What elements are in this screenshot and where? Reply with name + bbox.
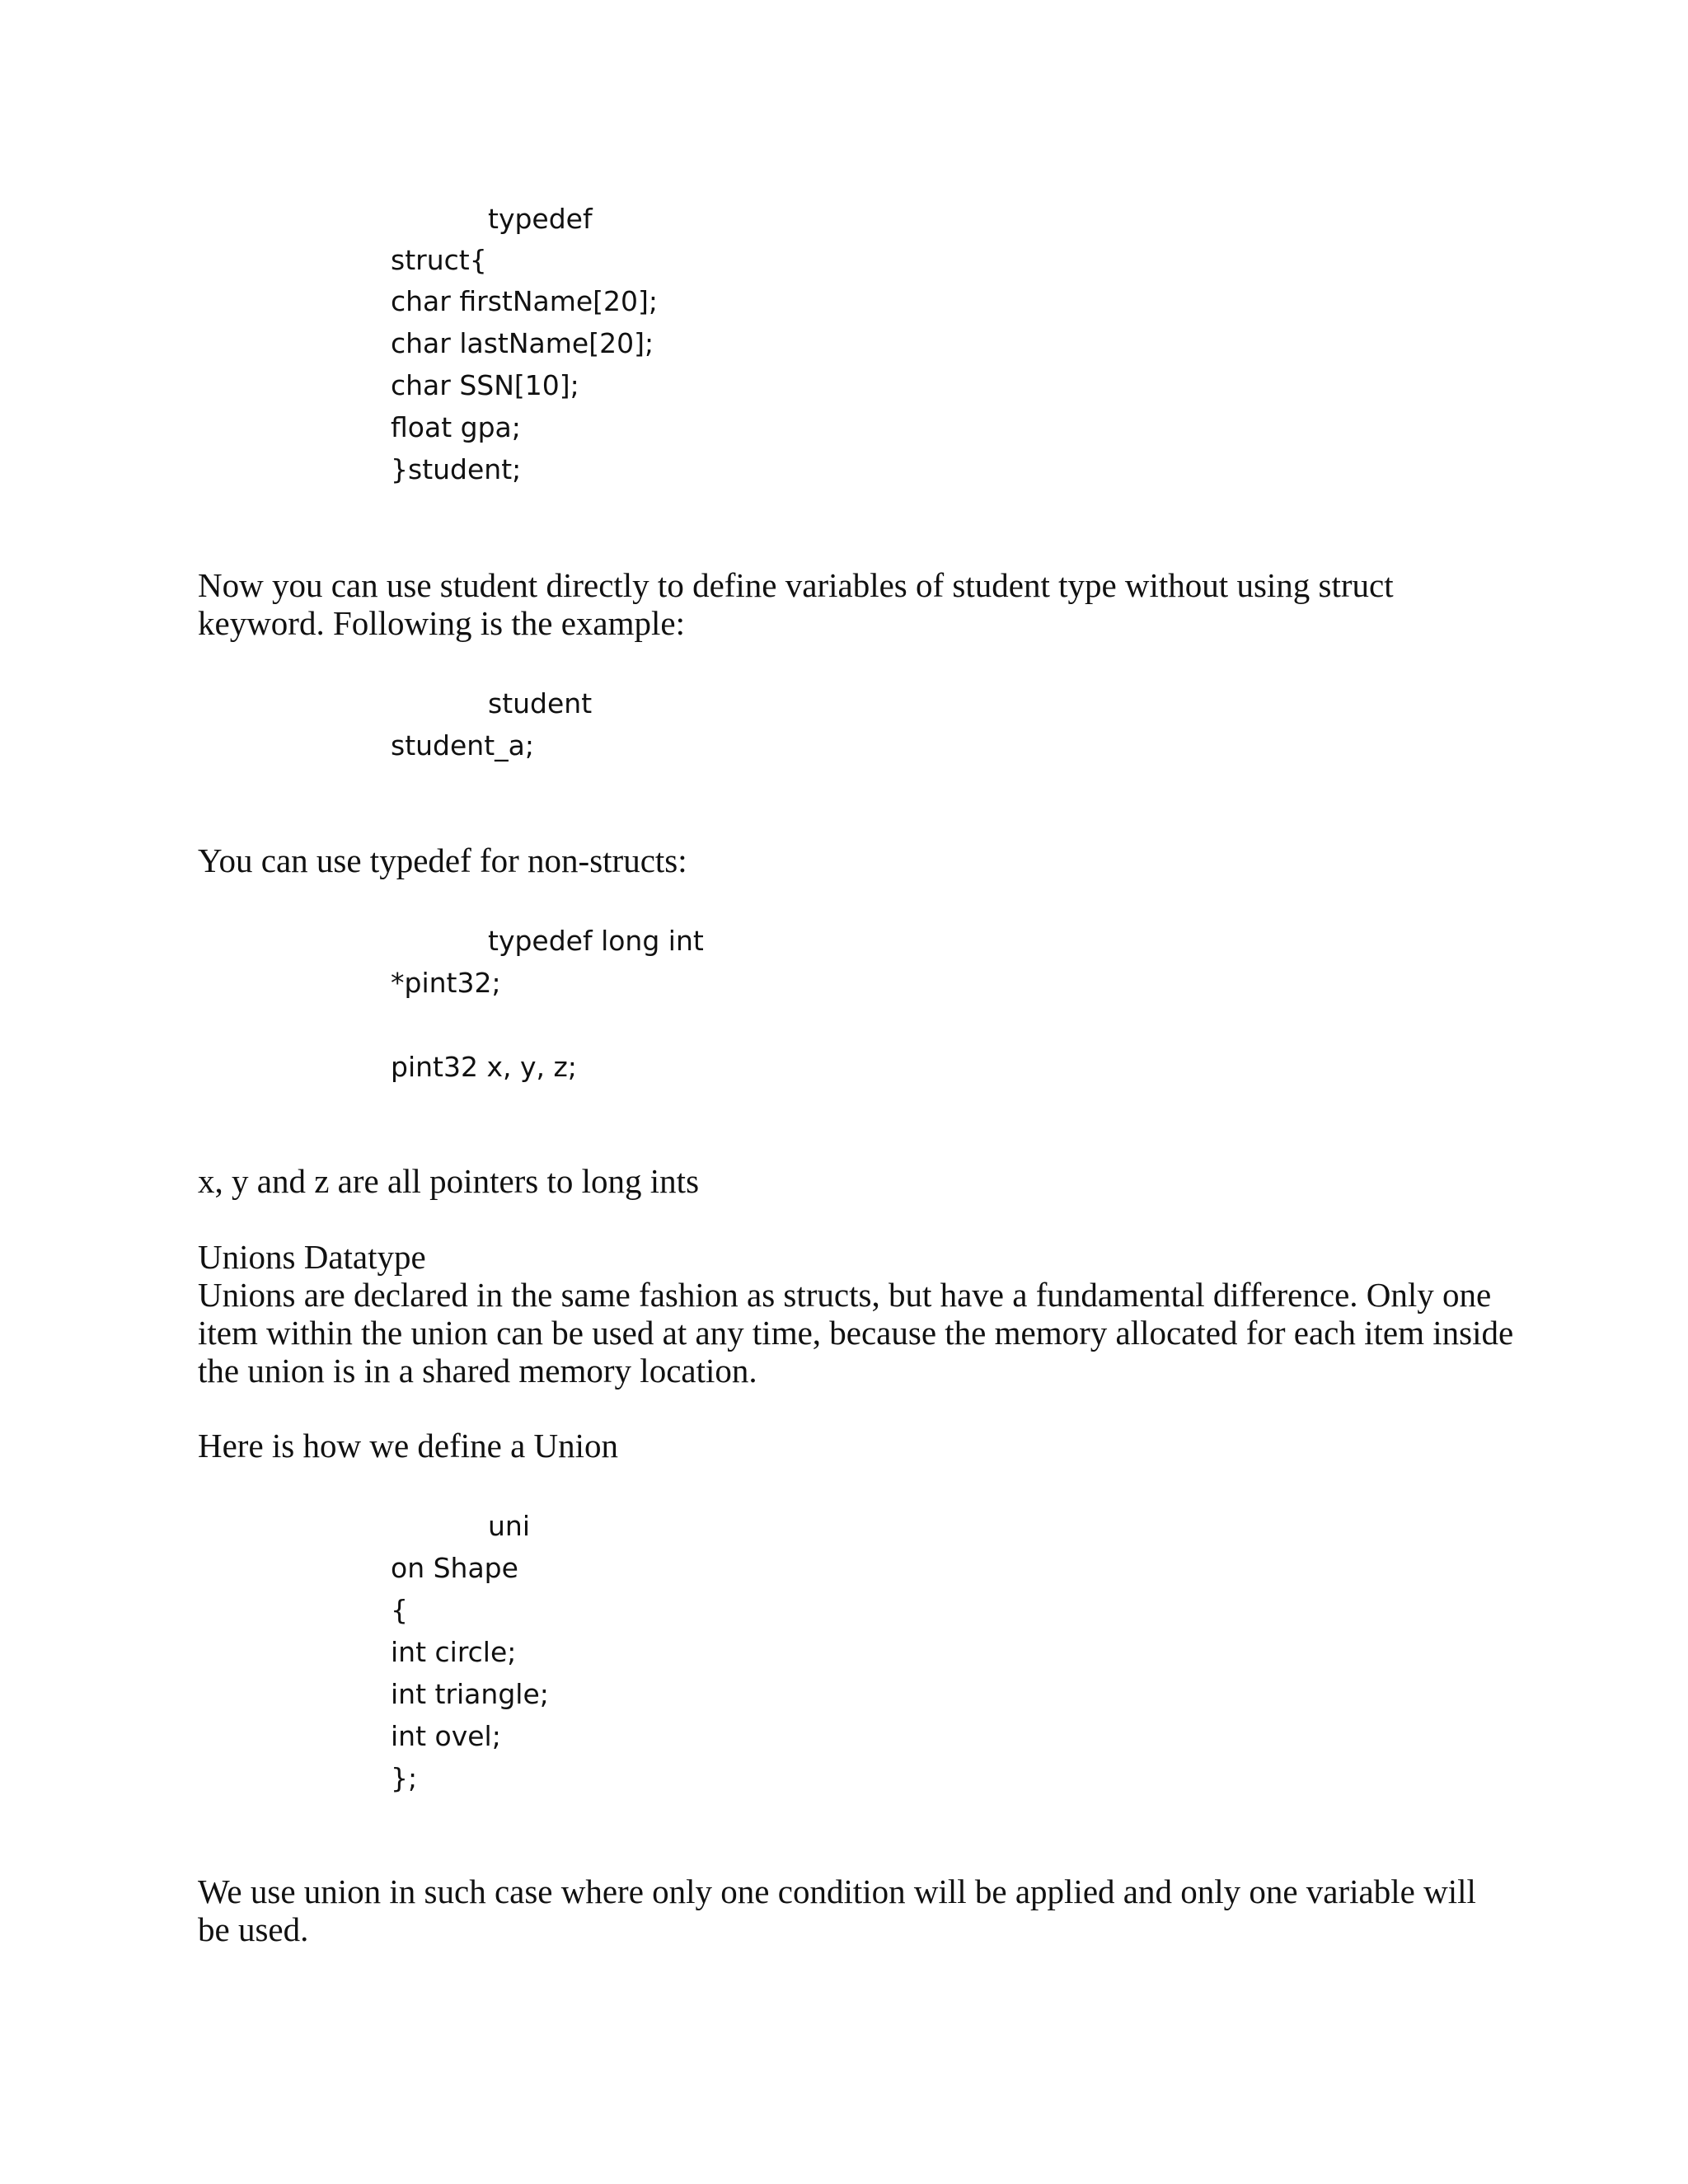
code-line: struct{ <box>391 244 487 276</box>
paragraph-line: You can use typedef for non-structs: <box>198 841 687 879</box>
section-unions <box>198 1238 1550 1390</box>
paragraph-line: Unions are declared in the same fashion as structs, but have a fundamental difference. Only one <box>198 1276 1492 1314</box>
code-line: on Shape <box>391 1552 518 1584</box>
paragraph <box>198 566 1550 642</box>
section-heading: Unions Datatype <box>198 1238 426 1276</box>
paragraph-line: item within the union can be used at any time, because the memory allocated for each item inside <box>198 1314 1514 1352</box>
code-line: char SSN[10]; <box>391 369 579 401</box>
paragraph-line: x, y and z are all pointers to long ints <box>198 1162 700 1200</box>
code-line: int triangle; <box>391 1678 549 1710</box>
paragraph-line: Now you can use student directly to define variables of student type without using struct <box>198 566 1394 604</box>
paragraph-line: be used. <box>198 1910 309 1948</box>
code-line: *pint32; <box>391 967 501 999</box>
code-line: student <box>488 687 593 719</box>
code-line: student_a; <box>391 729 534 762</box>
paragraph-line: keyword. Following is the example: <box>198 604 685 642</box>
code-line: typedef long int <box>488 925 704 957</box>
code-line: int circle; <box>391 1636 517 1668</box>
code-line: float gpa; <box>391 411 521 443</box>
code-line: }; <box>391 1762 418 1794</box>
code-line: typedef <box>488 203 593 235</box>
paragraph <box>198 1162 1550 1200</box>
code-line: int ovel; <box>391 1720 501 1752</box>
code-line: pint32 x, y, z; <box>391 1051 577 1083</box>
paragraph <box>198 1427 1550 1465</box>
code-line: uni <box>488 1510 530 1542</box>
code-line: }student; <box>391 453 522 485</box>
code-line: char firstName[20]; <box>391 285 659 317</box>
paragraph-line: the union is in a shared memory location. <box>198 1352 757 1390</box>
paragraph <box>198 841 1550 879</box>
code-line: { <box>391 1594 408 1626</box>
paragraph-line: Here is how we define a Union <box>198 1427 619 1465</box>
paragraph-line: We use union in such case where only one condition will be applied and only one variable will <box>198 1872 1476 1910</box>
paragraph <box>198 1872 1550 1948</box>
code-line: char lastName[20]; <box>391 327 654 359</box>
